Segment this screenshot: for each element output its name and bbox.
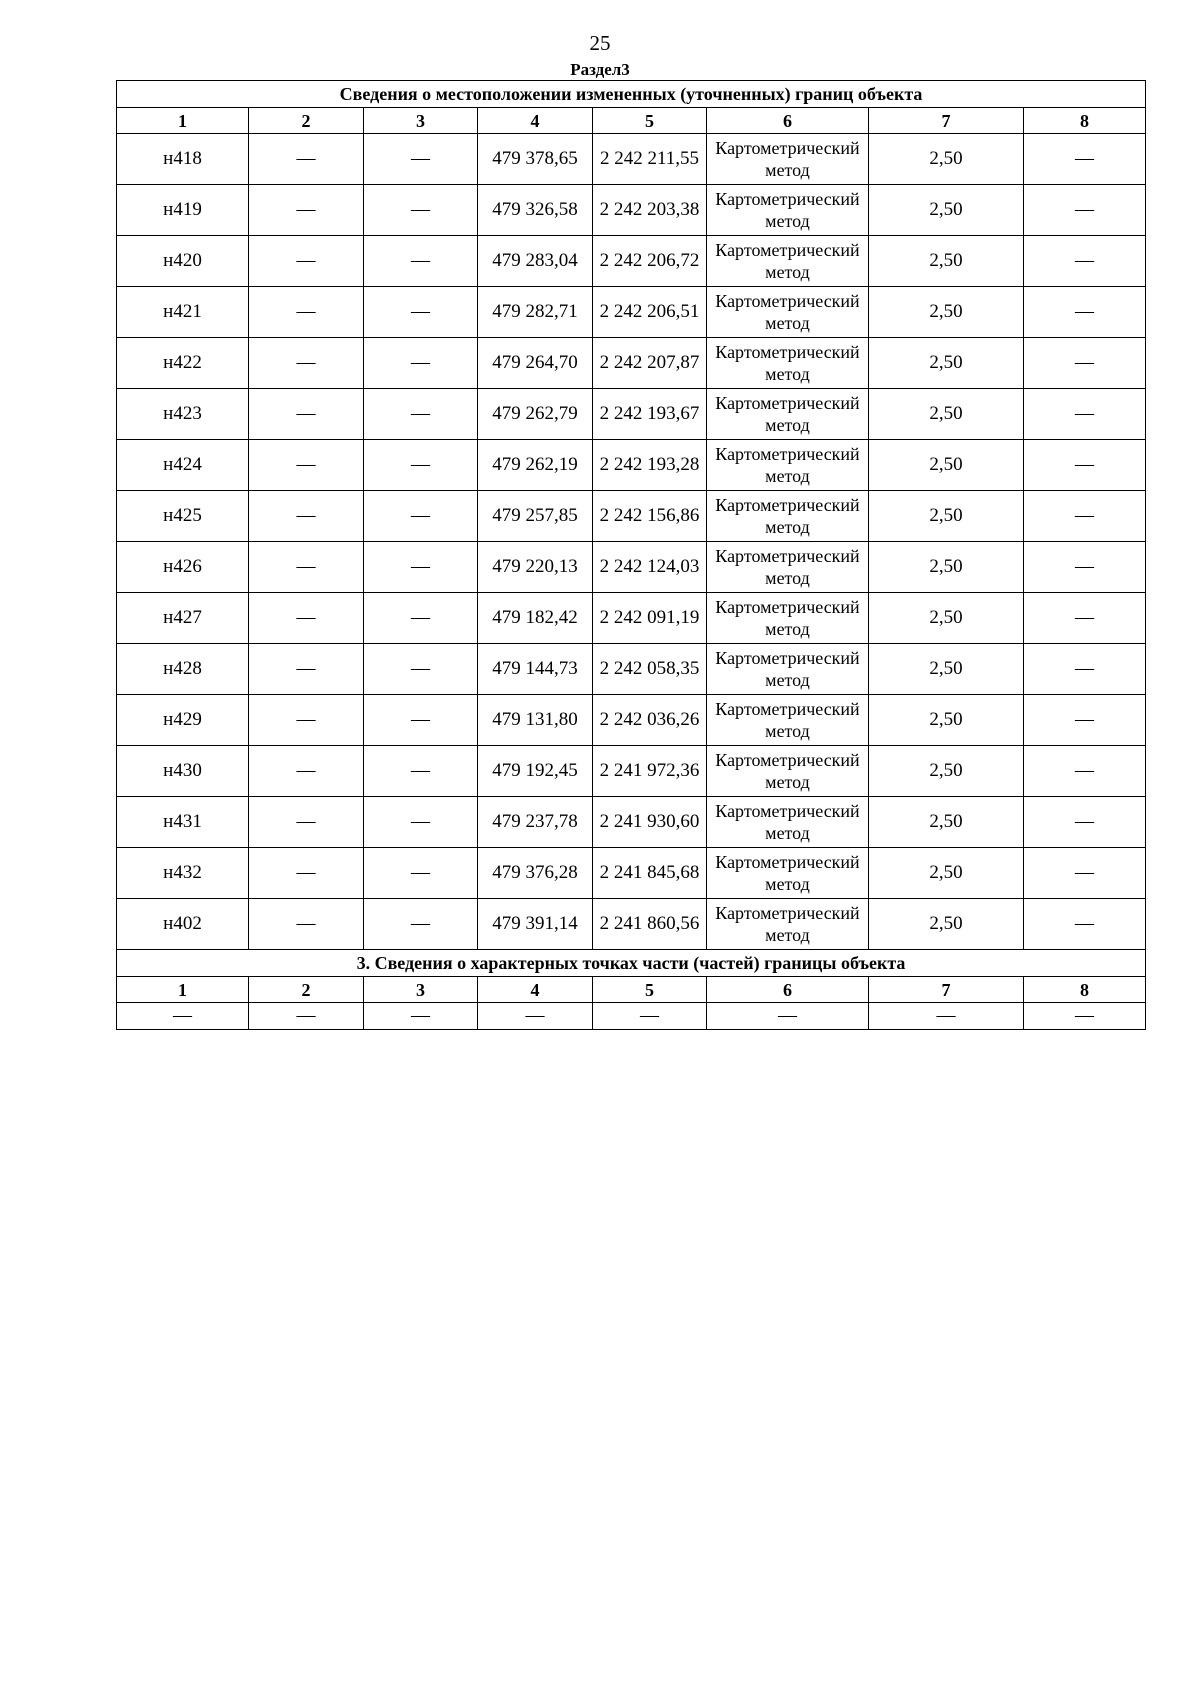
method-cell: Картометрический метод — [707, 440, 869, 491]
table-cell: — — [249, 695, 364, 746]
coordinate-x: 479 391,14 — [478, 899, 593, 950]
coordinate-x: 479 220,13 — [478, 542, 593, 593]
boundary-table — [116, 80, 1146, 1030]
table-row — [117, 236, 1146, 287]
table-cell: — — [869, 1003, 1024, 1030]
section-title: Раздел3 — [570, 60, 630, 79]
table-cell: — — [249, 746, 364, 797]
table-cell: — — [364, 848, 478, 899]
table-cell: — — [1024, 389, 1146, 440]
table-row — [117, 338, 1146, 389]
point-name: н420 — [117, 236, 249, 287]
table-cell: — — [249, 389, 364, 440]
table-cell: — — [364, 695, 478, 746]
table-row — [117, 644, 1146, 695]
table-row — [117, 899, 1146, 950]
point-name: н428 — [117, 644, 249, 695]
table-row — [117, 134, 1146, 185]
column-number: 8 — [1024, 977, 1146, 1003]
table-cell: — — [1024, 746, 1146, 797]
method-cell: Картометрический метод — [707, 797, 869, 848]
accuracy-cell: 2,50 — [869, 338, 1024, 389]
point-name: н431 — [117, 797, 249, 848]
column-number: 2 — [249, 108, 364, 134]
coordinate-x: 479 326,58 — [478, 185, 593, 236]
accuracy-cell: 2,50 — [869, 593, 1024, 644]
accuracy-cell: 2,50 — [869, 287, 1024, 338]
column-number: 3 — [364, 977, 478, 1003]
accuracy-cell: 2,50 — [869, 848, 1024, 899]
coordinate-x: 479 192,45 — [478, 746, 593, 797]
coordinate-x: 479 182,42 — [478, 593, 593, 644]
coordinate-x: 479 282,71 — [478, 287, 593, 338]
coordinate-x: 479 262,19 — [478, 440, 593, 491]
method-cell: Картометрический метод — [707, 746, 869, 797]
accuracy-cell: 2,50 — [869, 899, 1024, 950]
coordinate-y: 2 242 206,72 — [593, 236, 707, 287]
method-cell: Картометрический метод — [707, 695, 869, 746]
method-cell: Картометрический метод — [707, 593, 869, 644]
column-number: 5 — [593, 108, 707, 134]
point-name: н418 — [117, 134, 249, 185]
method-cell: Картометрический метод — [707, 185, 869, 236]
column-number: 5 — [593, 977, 707, 1003]
column-number: 4 — [478, 108, 593, 134]
coordinate-x: 479 264,70 — [478, 338, 593, 389]
table-row — [117, 287, 1146, 338]
method-cell: Картометрический метод — [707, 542, 869, 593]
page-number: 25 — [589, 31, 611, 55]
table-cell: — — [117, 1003, 249, 1030]
coordinate-y: 2 242 193,28 — [593, 440, 707, 491]
table-cell: — — [593, 1003, 707, 1030]
coordinate-y: 2 242 193,67 — [593, 389, 707, 440]
coordinate-y: 2 242 156,86 — [593, 491, 707, 542]
point-name: н426 — [117, 542, 249, 593]
table2-title-row — [117, 950, 1146, 977]
coordinate-x: 479 378,65 — [478, 134, 593, 185]
accuracy-cell: 2,50 — [869, 236, 1024, 287]
table-cell: — — [1024, 491, 1146, 542]
table-cell: — — [249, 848, 364, 899]
table1-column-numbers — [117, 108, 1146, 134]
table-cell: — — [707, 1003, 869, 1030]
accuracy-cell: 2,50 — [869, 542, 1024, 593]
column-number: 1 — [117, 977, 249, 1003]
table-cell: — — [364, 185, 478, 236]
coordinate-y: 2 241 972,36 — [593, 746, 707, 797]
table-row — [117, 185, 1146, 236]
table-cell: — — [1024, 338, 1146, 389]
coordinate-x: 479 283,04 — [478, 236, 593, 287]
table-cell: — — [364, 287, 478, 338]
accuracy-cell: 2,50 — [869, 797, 1024, 848]
table-cell: — — [249, 593, 364, 644]
table-cell: — — [364, 797, 478, 848]
column-number: 1 — [117, 108, 249, 134]
table-cell: — — [364, 389, 478, 440]
point-name: н419 — [117, 185, 249, 236]
table-row — [117, 797, 1146, 848]
table-cell: — — [249, 287, 364, 338]
coordinate-y: 2 242 203,38 — [593, 185, 707, 236]
method-cell: Картометрический метод — [707, 134, 869, 185]
method-cell: Картометрический метод — [707, 848, 869, 899]
table1-title: Сведения о местоположении измененных (уточненных) границ объекта — [117, 81, 1146, 108]
table-row — [117, 848, 1146, 899]
table-cell: — — [1024, 185, 1146, 236]
column-number: 3 — [364, 108, 478, 134]
coordinate-y: 2 241 845,68 — [593, 848, 707, 899]
column-number: 7 — [869, 977, 1024, 1003]
column-number: 6 — [707, 977, 869, 1003]
point-name: н430 — [117, 746, 249, 797]
coordinate-x: 479 131,80 — [478, 695, 593, 746]
table-row — [117, 746, 1146, 797]
table-cell: — — [1024, 542, 1146, 593]
table-cell: — — [364, 134, 478, 185]
column-number: 4 — [478, 977, 593, 1003]
table-cell: — — [1024, 236, 1146, 287]
column-number: 8 — [1024, 108, 1146, 134]
table-row — [117, 440, 1146, 491]
table-cell: — — [249, 491, 364, 542]
table-cell: — — [1024, 593, 1146, 644]
coordinate-y: 2 242 036,26 — [593, 695, 707, 746]
coordinate-x: 479 262,79 — [478, 389, 593, 440]
table-cell: — — [249, 797, 364, 848]
method-cell: Картометрический метод — [707, 236, 869, 287]
column-number: 6 — [707, 108, 869, 134]
coordinate-y: 2 241 930,60 — [593, 797, 707, 848]
coordinate-y: 2 242 091,19 — [593, 593, 707, 644]
table-cell: — — [364, 491, 478, 542]
point-name: н432 — [117, 848, 249, 899]
coordinate-x: 479 237,78 — [478, 797, 593, 848]
table-cell: — — [1024, 644, 1146, 695]
table-cell: — — [249, 440, 364, 491]
coordinate-x: 479 257,85 — [478, 491, 593, 542]
point-name: н424 — [117, 440, 249, 491]
table-cell: — — [249, 542, 364, 593]
table-cell: — — [1024, 134, 1146, 185]
point-name: н427 — [117, 593, 249, 644]
point-name: н421 — [117, 287, 249, 338]
method-cell: Картометрический метод — [707, 287, 869, 338]
accuracy-cell: 2,50 — [869, 491, 1024, 542]
accuracy-cell: 2,50 — [869, 389, 1024, 440]
table-cell: — — [1024, 440, 1146, 491]
table2-title: 3. Сведения о характерных точках части (частей) границы объекта — [117, 950, 1146, 977]
table-cell: — — [364, 440, 478, 491]
point-name: н402 — [117, 899, 249, 950]
accuracy-cell: 2,50 — [869, 746, 1024, 797]
table-cell: — — [1024, 797, 1146, 848]
table-cell: — — [364, 746, 478, 797]
table-cell: — — [249, 134, 364, 185]
coordinate-y: 2 241 860,56 — [593, 899, 707, 950]
table-cell: — — [249, 338, 364, 389]
coordinate-y: 2 242 058,35 — [593, 644, 707, 695]
coordinate-y: 2 242 206,51 — [593, 287, 707, 338]
table2-row — [117, 1003, 1146, 1030]
method-cell: Картометрический метод — [707, 389, 869, 440]
table-cell: — — [1024, 848, 1146, 899]
table-cell: — — [364, 236, 478, 287]
point-name: н423 — [117, 389, 249, 440]
coordinate-x: 479 144,73 — [478, 644, 593, 695]
table-row — [117, 542, 1146, 593]
table-row — [117, 389, 1146, 440]
table-cell: — — [249, 236, 364, 287]
coordinate-y: 2 242 124,03 — [593, 542, 707, 593]
accuracy-cell: 2,50 — [869, 695, 1024, 746]
table-cell: — — [1024, 695, 1146, 746]
table2-column-numbers — [117, 977, 1146, 1003]
accuracy-cell: 2,50 — [869, 185, 1024, 236]
column-number: 7 — [869, 108, 1024, 134]
table-cell: — — [249, 185, 364, 236]
table-cell: — — [364, 593, 478, 644]
method-cell: Картометрический метод — [707, 338, 869, 389]
column-number: 2 — [249, 977, 364, 1003]
method-cell: Картометрический метод — [707, 899, 869, 950]
accuracy-cell: 2,50 — [869, 644, 1024, 695]
method-cell: Картометрический метод — [707, 491, 869, 542]
coordinate-y: 2 242 207,87 — [593, 338, 707, 389]
accuracy-cell: 2,50 — [869, 134, 1024, 185]
point-name: н429 — [117, 695, 249, 746]
table-cell: — — [478, 1003, 593, 1030]
point-name: н425 — [117, 491, 249, 542]
method-cell: Картометрический метод — [707, 644, 869, 695]
table-cell: — — [364, 899, 478, 950]
table-cell: — — [249, 644, 364, 695]
table-cell: — — [364, 644, 478, 695]
coordinate-x: 479 376,28 — [478, 848, 593, 899]
table-cell: — — [364, 542, 478, 593]
table-cell: — — [1024, 1003, 1146, 1030]
table-cell: — — [1024, 899, 1146, 950]
accuracy-cell: 2,50 — [869, 440, 1024, 491]
table-cell: — — [1024, 287, 1146, 338]
table-cell: — — [249, 1003, 364, 1030]
coordinate-y: 2 242 211,55 — [593, 134, 707, 185]
table-cell: — — [364, 338, 478, 389]
table-row — [117, 695, 1146, 746]
table-row — [117, 491, 1146, 542]
table-cell: — — [364, 1003, 478, 1030]
table-cell: — — [249, 899, 364, 950]
table1-title-row — [117, 81, 1146, 108]
table-row — [117, 593, 1146, 644]
point-name: н422 — [117, 338, 249, 389]
